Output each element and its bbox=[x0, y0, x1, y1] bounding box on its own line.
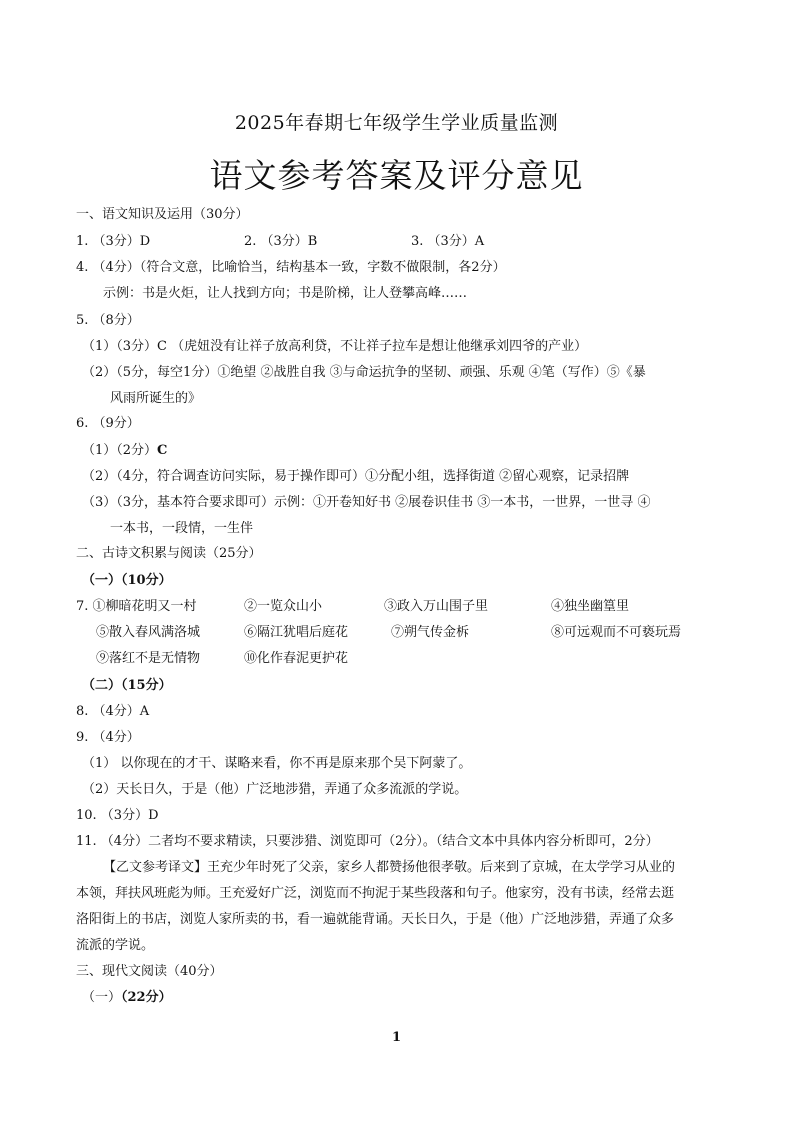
question-6-3-answer: （3）（3分，基本符合要求即可）示例：①开卷知好书 ②展卷识佳书 ③一本书，一世界，一世寻 ④ bbox=[82, 495, 651, 510]
question-6-1-answer bbox=[82, 443, 167, 459]
question-6-2-answer: （2）（4分，符合调查访问实际，易于操作即可）①分配小组，选择街道 ②留心观察，记录招牌 bbox=[82, 469, 630, 484]
question-7-item-2: ②一览众山小 bbox=[244, 599, 323, 614]
translation-line-3: 洛阳街上的书店，浏览人家所卖的书，看一遍就能背诵。天长日久，于是（他）广泛地涉猎，弄通了众多 bbox=[76, 912, 675, 927]
question-5-2-answer: （2）（5分，每空1分）①绝望 ②战胜自我 ③与命运抗争的坚韧、顽强、乐观 ④笔（写作）⑤《暴 bbox=[82, 365, 646, 380]
section-3-part-1-heading bbox=[82, 990, 172, 1006]
question-6-1-prefix: （1）（2分） bbox=[82, 443, 158, 458]
translation-line-2: 本领，拜扶风班彪为师。王充爱好广泛，浏览而不拘泥于某些段落和句子。他家穷，没有书读，经常去逛 bbox=[76, 886, 675, 901]
question-9-heading: 9. （4分） bbox=[76, 730, 140, 745]
question-4-answer: 4. （4分）（符合文意，比喻恰当，结构基本一致，字数不做限制，各2分） bbox=[76, 260, 506, 275]
exam-subtitle: 2025年春期七年级学生学业质量监测 bbox=[234, 112, 559, 134]
section-2-part-1-heading: （一）（10分） bbox=[82, 573, 172, 588]
section-3-part-1-score: （22分） bbox=[121, 990, 172, 1005]
question-5-heading: 5. （8分） bbox=[76, 313, 140, 328]
question-5-1-answer: （1）（3分）C （虎妞没有让祥子放高利贷，不让祥子拉车是想让他继承刘四爷的产业） bbox=[82, 339, 588, 354]
question-11-answer: 11. （4分）二者均不要求精读，只要涉猎、浏览即可（2分）。（结合文本中具体内容分析即可，2分） bbox=[76, 834, 659, 849]
translation-line-1: 【乙文参考译文】王充少年时死了父亲，家乡人都赞扬他很孝敬。后来到了京城，在太学学习从业的 bbox=[103, 860, 676, 875]
question-6-1-choice: C bbox=[157, 443, 168, 458]
question-4-example: 示例：书是火炬，让人找到方向；书是阶梯，让人登攀高峰…… bbox=[103, 286, 468, 301]
question-6-3-answer-cont: 一本书，一段情，一生伴 bbox=[110, 521, 254, 536]
question-7-item-10: ⑩化作春泥更护花 bbox=[244, 651, 349, 666]
question-9-1-answer: （1） 以你现在的才干、谋略来看，你不再是原来那个吴下阿蒙了。 bbox=[82, 756, 472, 771]
question-8-answer: 8. （4分）A bbox=[76, 704, 150, 719]
question-7-item-8: ⑧可远观而不可亵玩焉 bbox=[551, 625, 682, 640]
question-7-item-1: 7. ①柳暗花明又一村 bbox=[76, 599, 197, 614]
question-7-item-6: ⑥隔江犹唱后庭花 bbox=[244, 625, 349, 640]
section-3-heading: 三、现代文阅读（40分） bbox=[76, 964, 223, 979]
question-10-answer: 10. （3分）D bbox=[76, 808, 159, 823]
section-3-part-1-label: （一） bbox=[82, 990, 122, 1005]
question-1-answer: 1. （3分）D bbox=[76, 234, 151, 249]
section-1-heading: 一、语文知识及运用（30分） bbox=[76, 207, 249, 222]
translation-line-4: 流派的学说。 bbox=[76, 938, 155, 953]
question-5-2-answer-cont: 风雨所诞生的》 bbox=[110, 391, 202, 406]
section-2-part-2-heading: （二）（15分） bbox=[82, 678, 172, 693]
question-2-answer: 2. （3分）B bbox=[244, 234, 318, 249]
question-7-item-5: ⑤散入春风满洛城 bbox=[96, 625, 201, 640]
question-7-item-3: ③政入万山围子里 bbox=[384, 599, 489, 614]
page-number: 1 bbox=[391, 1030, 402, 1045]
document-title: 语文参考答案及评分意见 bbox=[209, 156, 584, 195]
section-2-heading: 二、古诗文积累与阅读（25分） bbox=[76, 546, 262, 561]
question-9-2-answer: （2）天长日久，于是（他）广泛地涉猎，弄通了众多流派的学说。 bbox=[82, 782, 468, 797]
question-7-item-9: ⑨落红不是无情物 bbox=[96, 651, 201, 666]
question-3-answer: 3. （3分）A bbox=[411, 234, 485, 249]
question-6-heading: 6. （9分） bbox=[76, 416, 140, 431]
question-7-item-7: ⑦朔气传金柝 bbox=[391, 625, 470, 640]
question-7-item-4: ④独坐幽篁里 bbox=[551, 599, 630, 614]
